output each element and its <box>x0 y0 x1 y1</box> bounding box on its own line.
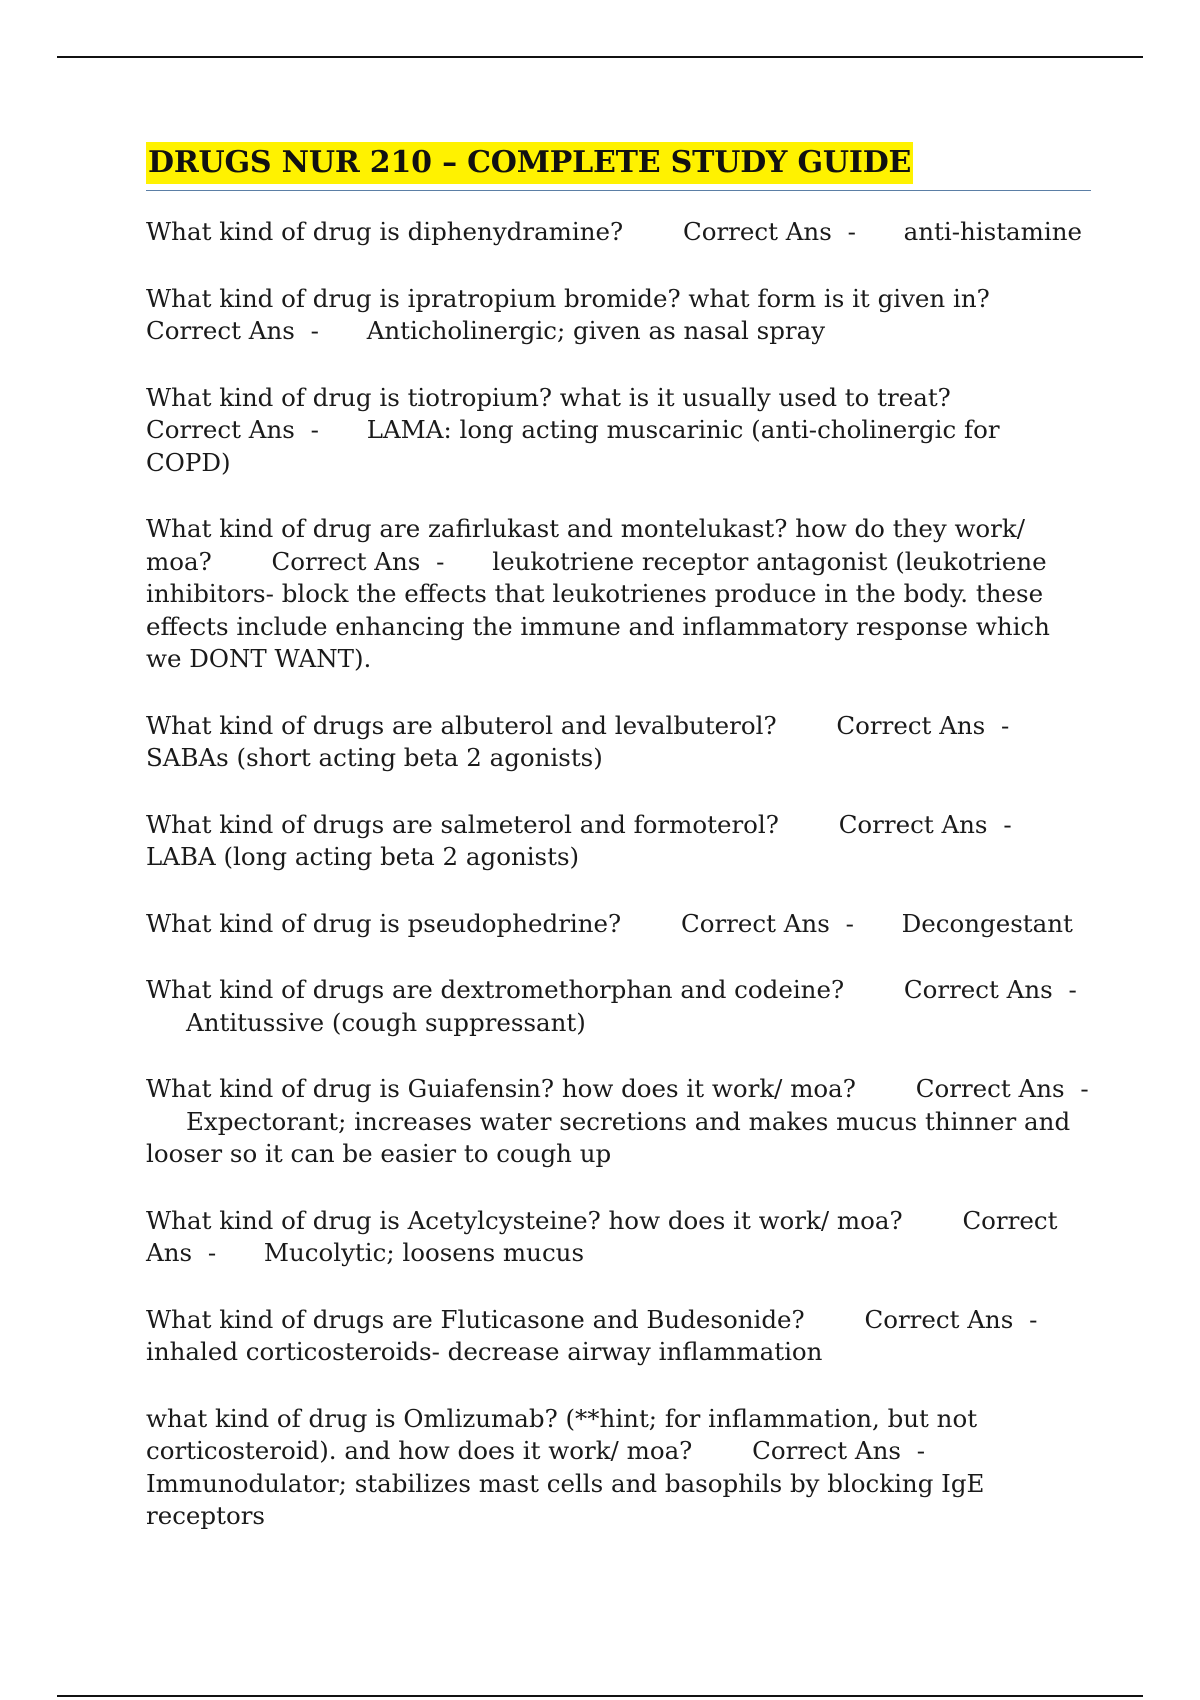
question-text: What kind of drug is diphenydramine? <box>146 217 624 246</box>
qa-item <box>146 710 1091 775</box>
answer-prefix: Correct Ans <box>903 975 1053 1004</box>
answer-text: Expectorant; increases water secretions and makes mucus thinner and looser so it can be easier to cough up <box>146 1106 1071 1168</box>
answer-text: leukotriene receptor antagonist (leukotriene inhibitors- block the effects that leukotrienes produce in the body. these effects include enhancing the immune and inflammatory response which we DONT WANT). <box>146 546 1050 673</box>
answer-dash: - <box>916 1436 926 1465</box>
answer-dash: - <box>845 908 854 938</box>
question-text: What kind of drug are zafirlukast and montelukast? how do they work/ moa? <box>146 514 1025 576</box>
qa-item <box>146 513 1091 676</box>
qa-item <box>146 1205 1091 1270</box>
question-text: What kind of drug is Guiafensin? how does it work/ moa? <box>146 1074 856 1103</box>
answer-dash: - <box>1080 1074 1089 1103</box>
answer-prefix: Correct Ans <box>864 1304 1014 1334</box>
qa-item <box>146 1403 1091 1533</box>
answer-dash: - <box>207 1238 217 1267</box>
answer-dash: - <box>1029 1304 1038 1334</box>
answer-text: Anticholinergic; given as nasal spray <box>366 316 826 345</box>
answer-prefix: Correct Ans <box>682 217 832 246</box>
qa-item <box>146 283 1091 348</box>
question-text: What kind of drugs are albuterol and levalbuterol? <box>146 710 777 740</box>
answer-dash: - <box>310 415 319 444</box>
question-text: What kind of drug is tiotropium? what is it usually used to treat? <box>146 382 951 412</box>
qa-item <box>146 908 1091 941</box>
answer-prefix: Correct Ans <box>146 316 295 345</box>
qa-item <box>146 382 1091 480</box>
answer-dash: - <box>310 316 319 345</box>
document-title: DRUGS NUR 210 – COMPLETE STUDY GUIDE <box>146 142 913 184</box>
qa-list <box>146 216 1091 1533</box>
answer-dash: - <box>1001 710 1010 740</box>
title-block <box>146 142 1091 191</box>
answer-text: SABAs (short acting beta 2 agonists) <box>146 743 603 772</box>
question-text: What kind of drug is ipratropium bromide? what form is it given in? <box>146 283 990 313</box>
answer-prefix: Correct Ans <box>146 415 295 444</box>
qa-item <box>146 809 1091 874</box>
qa-item <box>146 1304 1091 1369</box>
answer-prefix: Correct Ans <box>915 1074 1065 1103</box>
answer-prefix: Correct Ans <box>836 710 986 740</box>
qa-item <box>146 216 1091 249</box>
question-text: What kind of drugs are salmeterol and formoterol? <box>146 809 779 839</box>
answer-prefix: Correct Ans <box>838 809 988 839</box>
answer-prefix: Correct Ans <box>271 546 421 576</box>
footer-rule <box>57 1695 1143 1697</box>
qa-item <box>146 1073 1091 1171</box>
qa-item <box>146 974 1091 1039</box>
question-text: What kind of drug is pseudophedrine? <box>146 908 622 938</box>
question-text: what kind of drug is Omlizumab? (**hint; for inflammation, but not corticosteroid). and how does it work/ moa? <box>146 1403 978 1465</box>
answer-prefix: Correct Ans <box>752 1436 901 1465</box>
answer-text: LABA (long acting beta 2 agonists) <box>146 842 580 871</box>
question-text: What kind of drugs are dextromethorphan and codeine? <box>146 975 845 1004</box>
answer-text: Decongestant <box>901 908 1073 938</box>
document-body <box>146 142 1091 1567</box>
answer-dash: - <box>1003 809 1012 839</box>
answer-text: Mucolytic; loosens mucus <box>263 1238 585 1267</box>
answer-text: Immunodulator; stabilizes mast cells and basophils by blocking IgE receptors <box>146 1468 985 1530</box>
answer-text: inhaled corticosteroids- decrease airway inflammation <box>146 1337 823 1366</box>
answer-text: LAMA: long acting muscarinic (anti-cholinergic for COPD) <box>146 415 1000 477</box>
answer-prefix: Correct Ans <box>146 1205 1058 1267</box>
answer-dash: - <box>436 546 445 576</box>
question-text: What kind of drug is Acetylcysteine? how does it work/ moa? <box>146 1205 903 1235</box>
answer-text: anti-histamine <box>903 217 1083 246</box>
answer-dash: - <box>847 217 856 246</box>
answer-text: Antitussive (cough suppressant) <box>186 1007 586 1037</box>
question-text: What kind of drugs are Fluticasone and Budesonide? <box>146 1304 805 1334</box>
answer-prefix: Correct Ans <box>680 908 830 938</box>
header-rule <box>57 56 1143 58</box>
answer-dash: - <box>1068 975 1077 1004</box>
